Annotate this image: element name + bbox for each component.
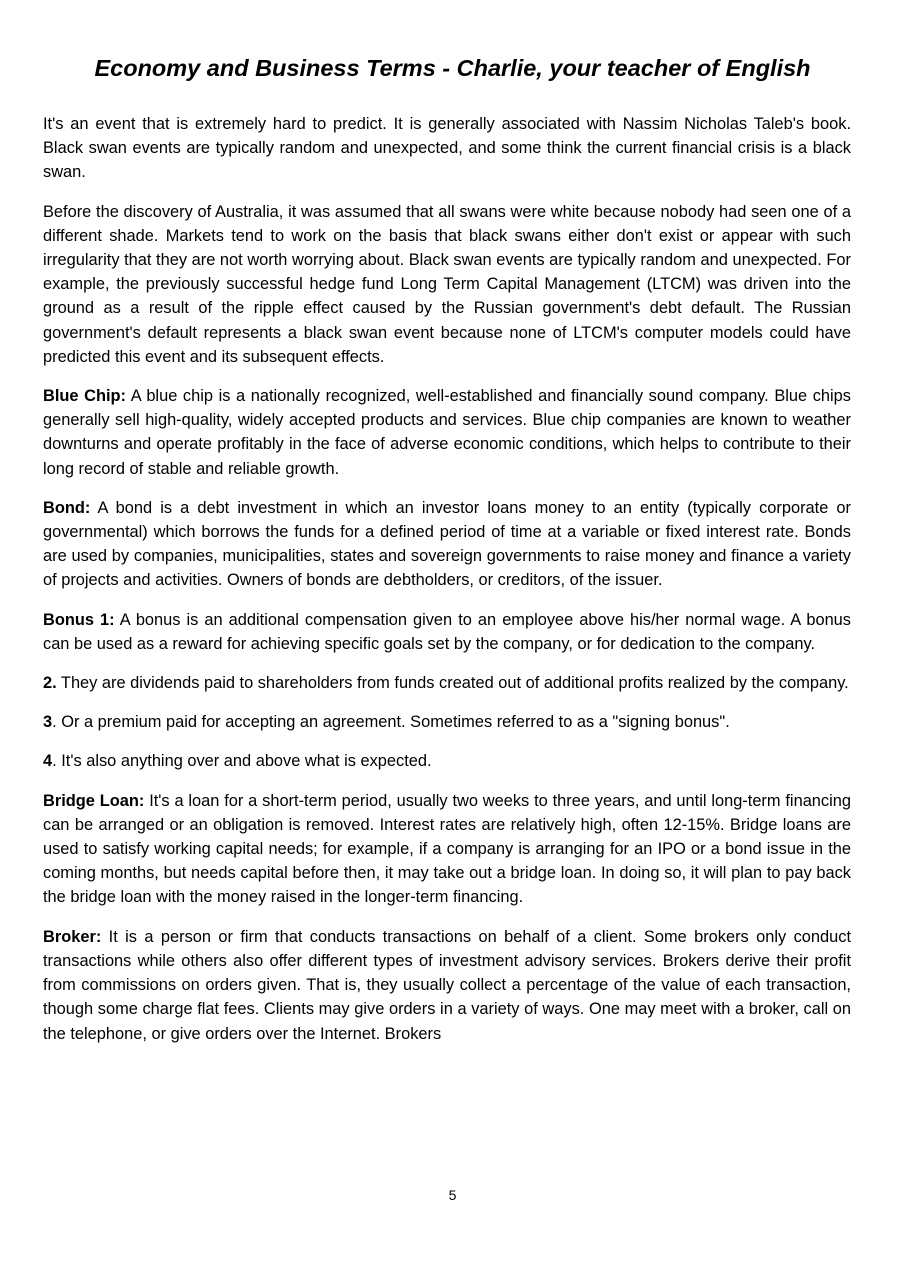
paragraph-black-swan-intro [43,112,851,185]
paragraph-text: It is a person or firm that conducts transactions on behalf of a client. Some brokers only conduct transactions while others also offer different types of investment advisory services. Brokers derive their profit from commissions on orders given. That is, they usually collect a percentage of the value of each transaction, though some charge flat fees. Clients may give orders in a variety of ways. One may meet with a broker, call on the telephone, or give orders over the Internet. Brokers [43,927,851,1043]
term-broker: Broker: [43,927,102,946]
document-body [43,112,851,1061]
paragraph-blue-chip [43,384,851,481]
term-bridge-loan: Bridge Loan: [43,791,145,810]
paragraph-text: . Or a premium paid for accepting an agreement. Sometimes referred to as a "signing bonus". [52,713,730,732]
term-blue-chip: Blue Chip: [43,387,126,406]
paragraph-bridge-loan [43,789,851,910]
term-bond: Bond: [43,498,91,517]
term-bonus-2: 2. [43,674,57,693]
paragraph-text: They are dividends paid to shareholders from funds created out of additional profits realized by the company. [56,674,849,693]
paragraph-text: It's an event that is extremely hard to predict. It is generally associated with Nassim Nicholas Taleb's book. Black swan events are typically random and unexpected, and some think the current financial crisis is a black swan. [43,115,851,182]
paragraph-text: A blue chip is a nationally recognized, well-established and financially sound company. Blue chips generally sell high-quality, widely accepted products and services. Blue chip companies are known to weather downturns and operate profitably in the face of adverse economic conditions, which helps to contribute to their long record of stable and reliable growth. [43,387,851,478]
paragraph-bond [43,496,851,593]
paragraph-text: . It's also anything over and above what is expected. [52,752,432,771]
paragraph-black-swan-detail [43,200,851,369]
paragraph-bonus-3 [43,710,851,734]
paragraph-text: Before the discovery of Australia, it was assumed that all swans were white because nobody had seen one of a different shade. Markets tend to work on the basis that black swans either don't exist or appear with such irregularity that they are not worth worrying about. Black swan events are typically random and unexpected. For example, the previously successful hedge fund Long Term Capital Management (LTCM) was driven into the ground as a result of the ripple effect caused by the Russian government's debt default. The Russian government's default represents a black swan event because none of LTCM's computer models could have predicted this event and its subsequent effects. [43,202,851,366]
paragraph-broker [43,925,851,1046]
paragraph-bonus-1 [43,608,851,656]
page-title: Economy and Business Terms - Charlie, your teacher of English [94,55,811,81]
paragraph-bonus-2 [43,671,851,695]
paragraph-bonus-4 [43,749,851,773]
paragraph-text: A bond is a debt investment in which an investor loans money to an entity (typically corporate or governmental) which borrows the funds for a defined period of time at a variable or fixed interest rate. Bonds are used by companies, municipalities, states and sovereign governments to raise money and finance a variety of projects and activities. Owners of bonds are debtholders, or creditors, of the issuer. [43,498,851,590]
term-bonus-4: 4 [43,752,53,771]
term-bonus-3: 3 [43,713,53,732]
paragraph-text: A bonus is an additional compensation given to an employee above his/her normal wage. A bonus can be used as a reward for achieving specific goals set by the company, or for dedication to the company. [43,610,851,653]
paragraph-text: It's a loan for a short-term period, usually two weeks to three years, and until long-term financing can be arranged or an obligation is removed. Interest rates are relatively high, often 12-15%. Bridge loans are used to satisfy working capital needs; for example, if a company is arranging for an IPO or a bond issue in the coming months, but needs capital before then, it may take out a bridge loan. In doing so, it will plan to pay back the bridge loan with the money raised in the longer-term financing. [43,791,851,907]
page-number: 5 [448,1187,457,1203]
term-bonus-1: Bonus 1: [43,610,115,629]
